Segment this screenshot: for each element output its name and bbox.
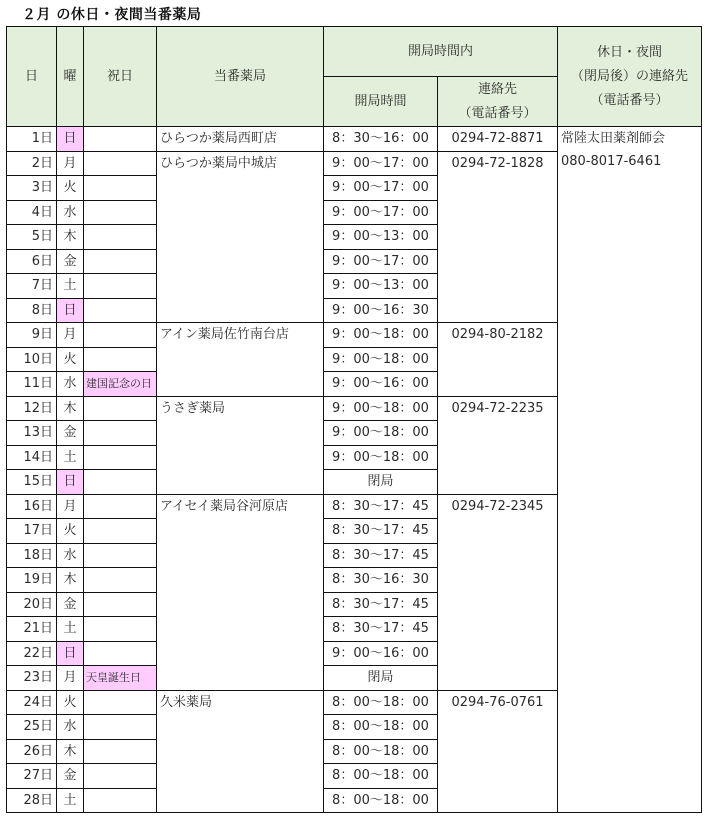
hours-cell: 9：00〜17：00 xyxy=(324,249,438,274)
hours-cell: 9：00〜17：00 xyxy=(324,200,438,225)
phone-cell: 0294-72-2235 xyxy=(438,396,558,494)
holiday-cell xyxy=(84,445,157,470)
day-cell: 11日 xyxy=(7,372,57,397)
day-cell: 3日 xyxy=(7,176,57,201)
weekday-cell: 日 xyxy=(57,641,84,666)
weekday-cell: 金 xyxy=(57,249,84,274)
holiday-cell xyxy=(84,396,157,421)
day-cell: 2日 xyxy=(7,151,57,176)
weekday-cell: 土 xyxy=(57,445,84,470)
weekday-cell: 月 xyxy=(57,666,84,691)
day-cell: 28日 xyxy=(7,788,57,813)
holiday-cell xyxy=(84,421,157,446)
day-cell: 14日 xyxy=(7,445,57,470)
holiday-cell xyxy=(84,347,157,372)
day-cell: 22日 xyxy=(7,641,57,666)
day-cell: 7日 xyxy=(7,274,57,299)
holiday-cell xyxy=(84,225,157,250)
header-holiday: 祝日 xyxy=(84,27,157,127)
table-row xyxy=(7,127,702,152)
holiday-cell xyxy=(84,127,157,152)
weekday-cell: 日 xyxy=(57,127,84,152)
header-pharmacy: 当番薬局 xyxy=(157,27,324,127)
weekday-cell: 火 xyxy=(57,347,84,372)
day-cell: 10日 xyxy=(7,347,57,372)
header-night-line1: 休日・夜間 xyxy=(596,44,662,60)
hours-cell: 8：30〜17：45 xyxy=(324,592,438,617)
pharmacy-cell: アイセイ薬局谷河原店 xyxy=(157,494,324,690)
day-cell: 26日 xyxy=(7,739,57,764)
weekday-cell: 火 xyxy=(57,690,84,715)
day-cell: 9日 xyxy=(7,323,57,348)
day-cell: 18日 xyxy=(7,543,57,568)
hours-cell: 9：00〜13：00 xyxy=(324,274,438,299)
holiday-cell xyxy=(84,739,157,764)
hours-cell: 9：00〜16：00 xyxy=(324,641,438,666)
hours-cell: 8：30〜17：45 xyxy=(324,494,438,519)
day-cell: 4日 xyxy=(7,200,57,225)
pharmacy-cell: アイン薬局佐竹南台店 xyxy=(157,323,324,397)
weekday-cell: 土 xyxy=(57,617,84,642)
holiday-cell xyxy=(84,323,157,348)
holiday-cell xyxy=(84,298,157,323)
header-contact-line1: 連絡先 xyxy=(477,81,517,97)
holiday-cell xyxy=(84,200,157,225)
hours-cell: 閉局 xyxy=(324,666,438,691)
hours-cell: 8：30〜17：45 xyxy=(324,617,438,642)
pharmacy-cell: うさぎ薬局 xyxy=(157,396,324,494)
hours-cell: 9：00〜18：00 xyxy=(324,396,438,421)
hours-cell: 9：00〜18：00 xyxy=(324,445,438,470)
weekday-cell: 日 xyxy=(57,470,84,495)
holiday-cell xyxy=(84,519,157,544)
hours-cell: 8：30〜16：00 xyxy=(324,127,438,152)
hours-cell: 8：30〜17：45 xyxy=(324,543,438,568)
weekday-cell: 火 xyxy=(57,176,84,201)
day-cell: 25日 xyxy=(7,715,57,740)
hours-cell: 8：00〜18：00 xyxy=(324,739,438,764)
hours-cell: 9：00〜13：00 xyxy=(324,225,438,250)
hours-cell: 8：30〜16：30 xyxy=(324,568,438,593)
header-weekday: 曜 xyxy=(57,27,84,127)
hours-cell: 8：00〜18：00 xyxy=(324,715,438,740)
pharmacy-cell: 久米薬局 xyxy=(157,690,324,813)
header-day: 日 xyxy=(7,27,57,127)
holiday-cell xyxy=(84,470,157,495)
phone-cell: 0294-72-8871 xyxy=(438,127,558,152)
day-cell: 21日 xyxy=(7,617,57,642)
header-night-contact xyxy=(558,27,702,127)
hours-cell: 9：00〜16：30 xyxy=(324,298,438,323)
holiday-cell xyxy=(84,641,157,666)
phone-cell: 0294-76-0761 xyxy=(438,690,558,813)
header-contact-line2: （電話番号） xyxy=(458,105,537,121)
holiday-cell xyxy=(84,568,157,593)
holiday-cell xyxy=(84,715,157,740)
phone-cell: 0294-72-1828 xyxy=(438,151,558,323)
day-cell: 1日 xyxy=(7,127,57,152)
holiday-cell xyxy=(84,176,157,201)
weekday-cell: 水 xyxy=(57,543,84,568)
day-cell: 23日 xyxy=(7,666,57,691)
day-cell: 16日 xyxy=(7,494,57,519)
day-cell: 12日 xyxy=(7,396,57,421)
hours-cell: 9：00〜18：00 xyxy=(324,421,438,446)
hours-cell: 閉局 xyxy=(324,470,438,495)
weekday-cell: 木 xyxy=(57,739,84,764)
weekday-cell: 水 xyxy=(57,715,84,740)
header-night-line2: （閉局後）の連絡先 xyxy=(570,68,688,84)
holiday-cell xyxy=(84,592,157,617)
night-contact-cell xyxy=(558,127,702,813)
holiday-cell xyxy=(84,617,157,642)
hours-cell: 8：30〜17：45 xyxy=(324,519,438,544)
weekday-cell: 金 xyxy=(57,592,84,617)
holiday-cell xyxy=(84,151,157,176)
hours-cell: 9：00〜18：00 xyxy=(324,347,438,372)
day-cell: 13日 xyxy=(7,421,57,446)
pharmacy-cell: ひらつか薬局中城店 xyxy=(157,151,324,323)
weekday-cell: 金 xyxy=(57,764,84,789)
hours-cell: 8：00〜18：00 xyxy=(324,788,438,813)
holiday-cell xyxy=(84,764,157,789)
holiday-cell xyxy=(84,274,157,299)
holiday-cell: 天皇誕生日 xyxy=(84,666,157,691)
hours-cell: 9：00〜16：00 xyxy=(324,372,438,397)
weekday-cell: 木 xyxy=(57,396,84,421)
weekday-cell: 木 xyxy=(57,568,84,593)
day-cell: 6日 xyxy=(7,249,57,274)
pharmacy-cell: ひらつか薬局西町店 xyxy=(157,127,324,152)
day-cell: 24日 xyxy=(7,690,57,715)
holiday-cell xyxy=(84,494,157,519)
weekday-cell: 月 xyxy=(57,494,84,519)
hours-cell: 8：00〜18：00 xyxy=(324,690,438,715)
hours-cell: 9：00〜18：00 xyxy=(324,323,438,348)
page-title: ２月 の休日・夜間当番薬局 xyxy=(22,7,202,23)
weekday-cell: 水 xyxy=(57,372,84,397)
weekday-cell: 土 xyxy=(57,274,84,299)
header-night-line3: （電話番号） xyxy=(590,92,669,108)
day-cell: 8日 xyxy=(7,298,57,323)
weekday-cell: 日 xyxy=(57,298,84,323)
hours-cell: 8：00〜18：00 xyxy=(324,764,438,789)
day-cell: 5日 xyxy=(7,225,57,250)
night-contact-name: 常陸太田薬剤師会 xyxy=(561,131,666,146)
phone-cell: 0294-72-2345 xyxy=(438,494,558,690)
night-contact-phone: 080-8017-6461 xyxy=(561,154,662,169)
day-cell: 19日 xyxy=(7,568,57,593)
header-contact xyxy=(438,77,558,127)
day-cell: 17日 xyxy=(7,519,57,544)
phone-cell: 0294-80-2182 xyxy=(438,323,558,397)
holiday-cell xyxy=(84,543,157,568)
hours-cell: 9：00〜17：00 xyxy=(324,176,438,201)
header-open-group: 開局時間内 xyxy=(324,27,558,77)
duty-pharmacy-table xyxy=(6,26,702,813)
weekday-cell: 金 xyxy=(57,421,84,446)
day-cell: 20日 xyxy=(7,592,57,617)
holiday-cell xyxy=(84,788,157,813)
day-cell: 27日 xyxy=(7,764,57,789)
holiday-cell xyxy=(84,690,157,715)
header-hours: 開局時間 xyxy=(324,77,438,127)
weekday-cell: 火 xyxy=(57,519,84,544)
weekday-cell: 水 xyxy=(57,200,84,225)
weekday-cell: 月 xyxy=(57,151,84,176)
weekday-cell: 木 xyxy=(57,225,84,250)
holiday-cell: 建国記念の日 xyxy=(84,372,157,397)
hours-cell: 9：00〜17：00 xyxy=(324,151,438,176)
weekday-cell: 土 xyxy=(57,788,84,813)
day-cell: 15日 xyxy=(7,470,57,495)
holiday-cell xyxy=(84,249,157,274)
weekday-cell: 月 xyxy=(57,323,84,348)
